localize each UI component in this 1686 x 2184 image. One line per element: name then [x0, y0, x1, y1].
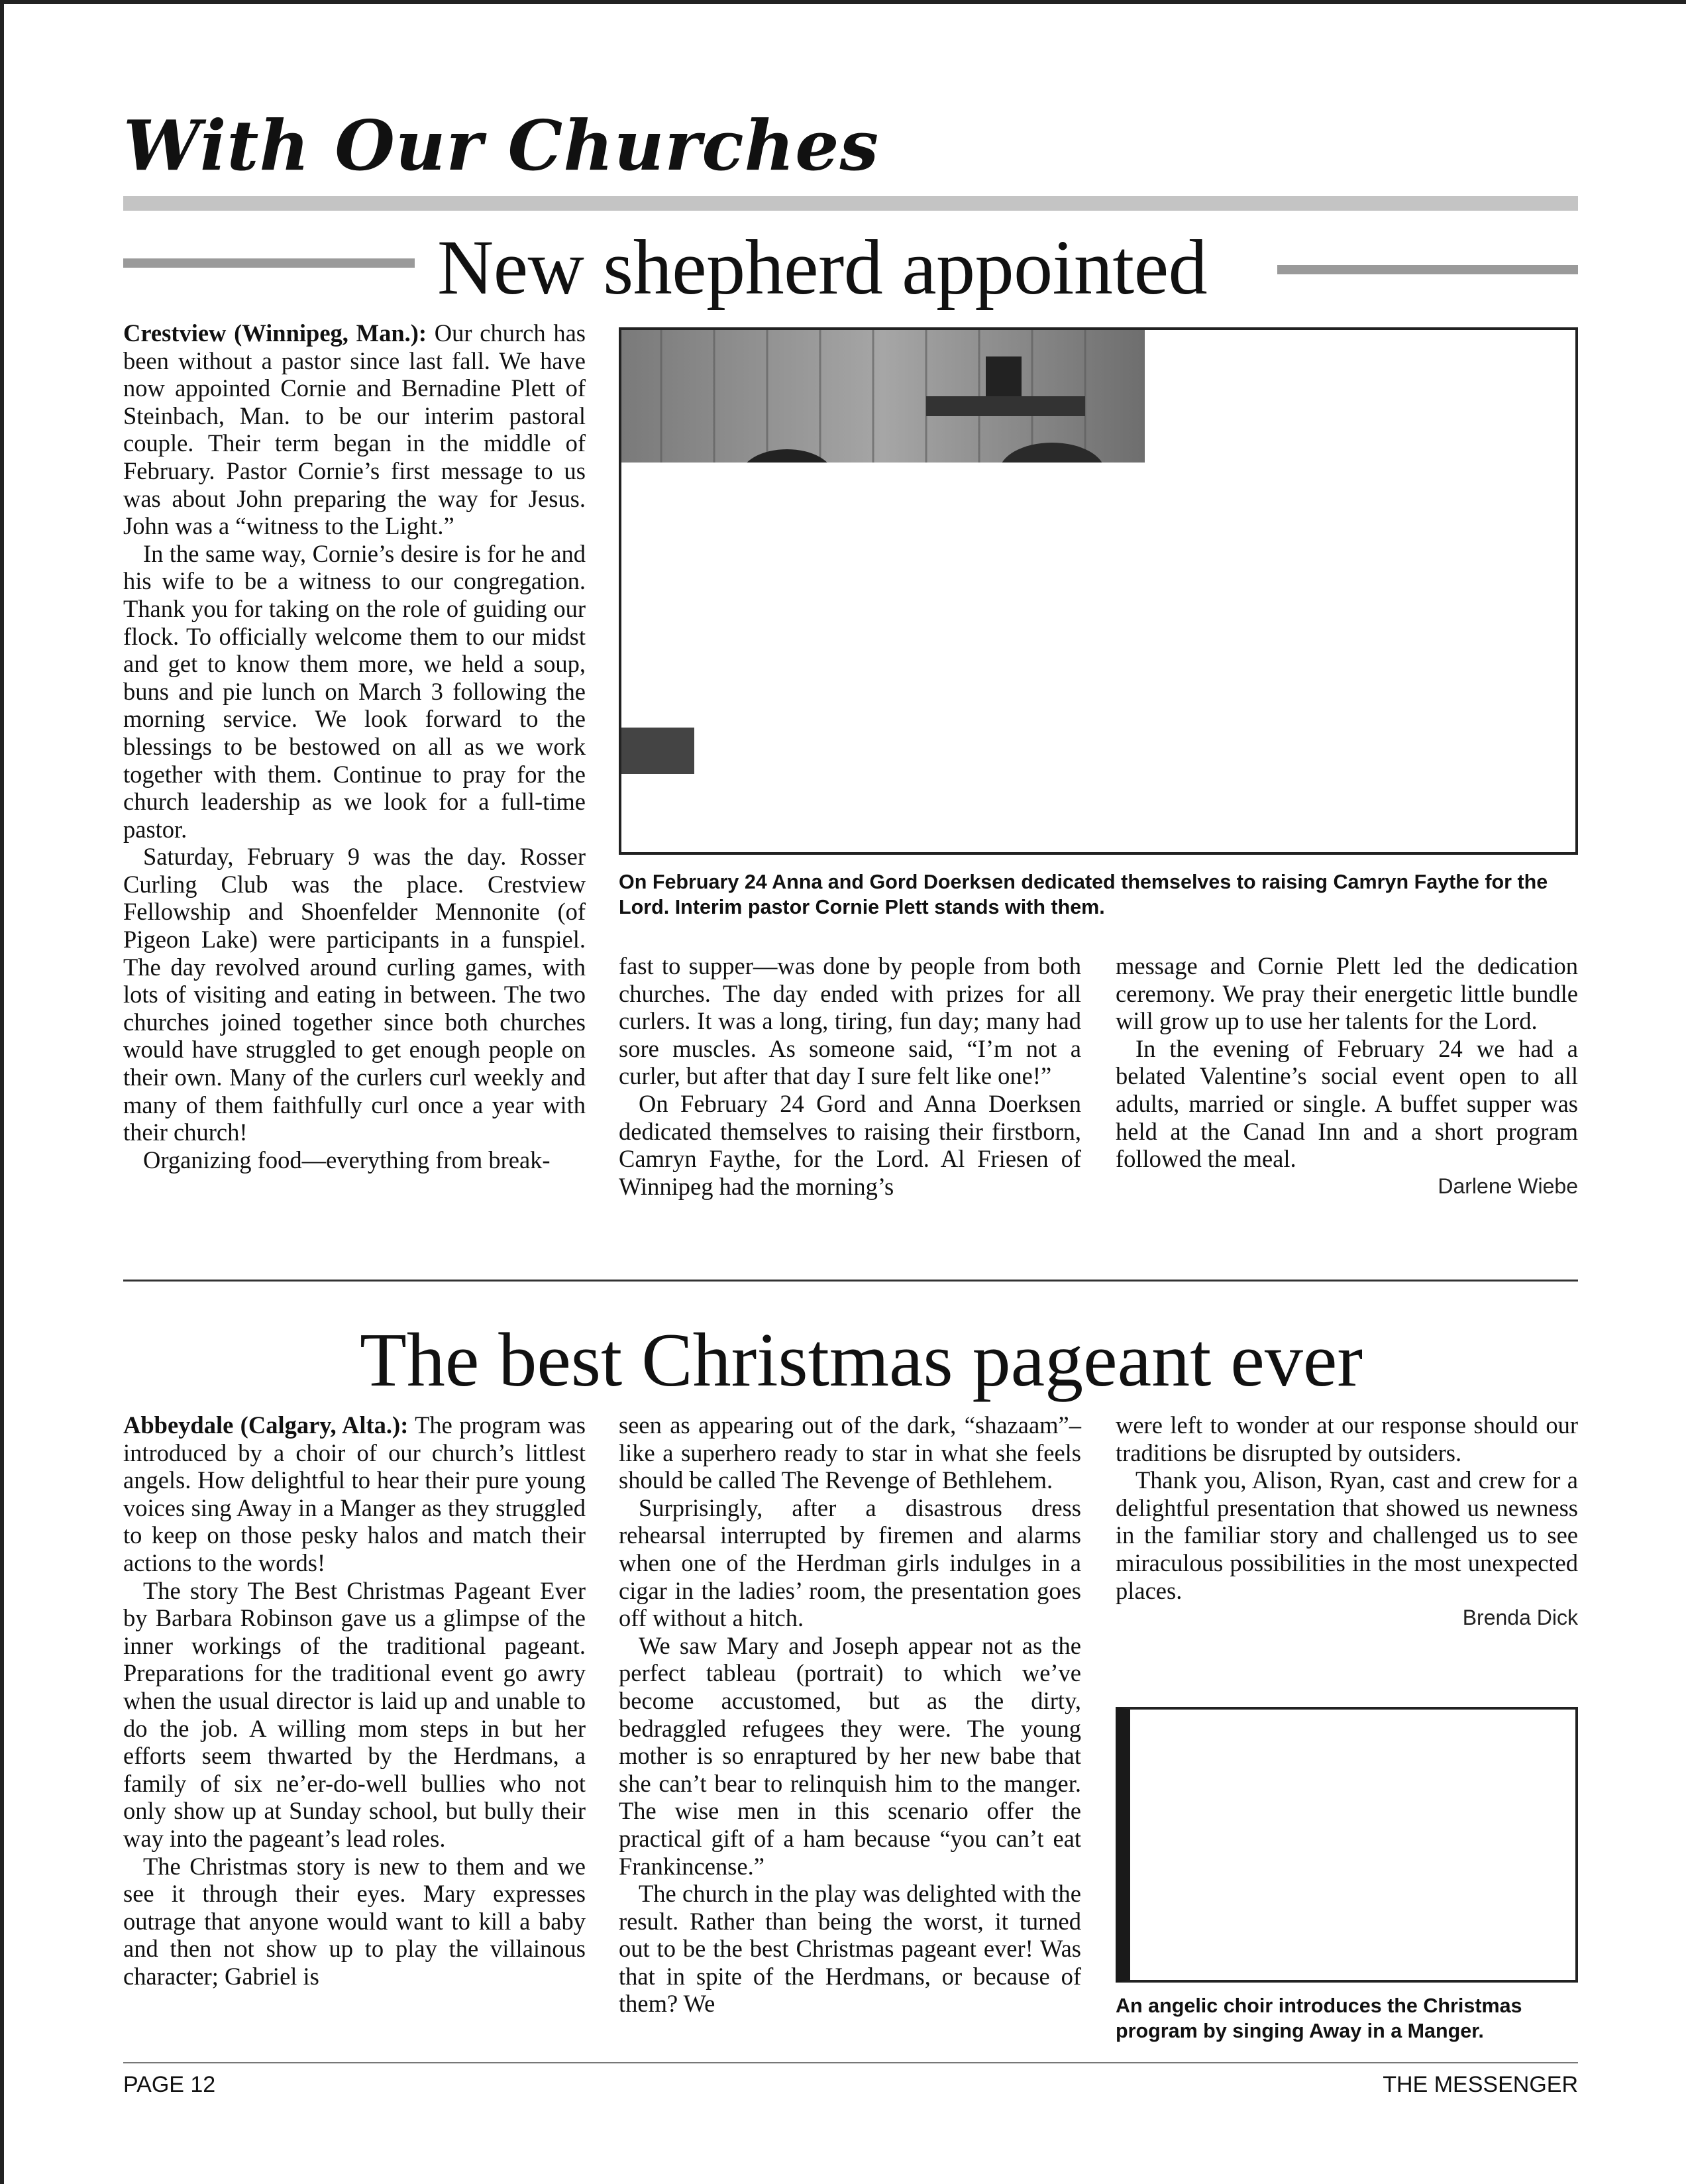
- article1-paragraph: Saturday, February 9 was the day. Rosser Curling Club was the place. Crestview Fellowship and Shoenfelder Mennonite (of Pigeon Lake) were participants in a funspiel. The day revolved around curling games, with lots of visiting and eating in between. The two churches joined together since both churches would have struggled to get enough people on their own. Many of the curlers curl weekly and many of them faithfully curl once a year with their church!: [123, 843, 586, 1146]
- article2-paragraph-split: The church in the play was delighted with the result. Rather than being the worst, it turned out to be the best Christmas pageant ever! Was that in spite of the Herdmans, or because of them? We: [619, 1880, 1081, 2018]
- article2-paragraph-split: The Christmas story is new to them and we see it through their eyes. Mary expresses outrage that anyone would want to kill a baby and then not show up to play the villainous character; Gabriel is: [123, 1852, 586, 1990]
- article2-paragraph-part-2: were left to wonder at our response should our traditions be disrupted by outsiders.: [1116, 1411, 1578, 1466]
- article1-headline: New shepherd appointed: [437, 224, 1208, 311]
- article1-photo-caption: On February 24 Anna and Gord Doerksen dedicated themselves to raising Camryn Faythe for the Lord. Interim pastor Cornie Plett stands with them.: [619, 871, 1548, 918]
- article2-photo-caption: An angelic choir introduces the Christmas program by singing Away in a Manger.: [1116, 1994, 1522, 2042]
- article1-lead: Crestview (Winnipeg, Man.):: [123, 319, 427, 347]
- article1-column-3: [1116, 952, 1578, 1200]
- article2-column-1: [123, 1411, 586, 1990]
- article2-paragraph: [123, 1411, 586, 1577]
- article1-paragraph: In the evening of February 24 we had a belated Valentine’s social event open to all adults, married or single. A buffet supper was held at the Canad Inn and a short program followed the meal.: [1116, 1034, 1578, 1173]
- headline-rule-right: [1277, 265, 1578, 274]
- article1-paragraph-text: Our church has been without a pastor since last fall. We have now appointed Cornie and Bernadine Plett of Steinbach, Man. to be our interim pastoral couple. Their term began in the middle of February. Pastor Cornie’s first message to us was about John preparing the way for Jesus. John was a “witness to the Light.”: [123, 319, 586, 540]
- article1-paragraph-split: [123, 1146, 586, 1174]
- choir-photo: [1116, 1707, 1578, 1983]
- section-title: With Our Churches: [123, 105, 879, 186]
- article2-paragraph: The story The Best Christmas Pageant Ever by Barbara Robinson gave us a glimpse of the inner workings of the traditional pageant. Preparations for the traditional event go awry when the usual director is laid up and unable to do the job. A willing mom steps in but her efforts seem thwarted by the Herdmans, a family of six ne’er-do-well bullies who not only show up at Sunday school, but bully their way into the pageant’s lead roles.: [123, 1576, 586, 1852]
- article2-signature: Brenda Dick: [1462, 1606, 1578, 1630]
- article1-column-2: [619, 952, 1081, 1200]
- article1-column-1: [123, 319, 586, 1174]
- footer-page-number: PAGE 12: [123, 2072, 216, 2097]
- dedication-photo-image: [621, 330, 1575, 852]
- article1-paragraph-split: On February 24 Gord and Anna Doerksen dedicated themselves to raising their firstborn, Camryn Faythe, for the Lord. Al Friesen of Winnipeg had the morning’s: [619, 1089, 1081, 1200]
- footer-rule: [123, 2062, 1578, 2063]
- dedication-photo: [619, 327, 1578, 855]
- article2-column-2: [619, 1411, 1081, 2018]
- section-title-bar: [123, 196, 1578, 211]
- page-border-left: [0, 0, 4, 2184]
- article2-column-3: [1116, 1411, 1578, 1632]
- article1-paragraph: [123, 319, 586, 540]
- article1-paragraph-part-2: message and Cornie Plett led the dedication ceremony. We pray their energetic little bundle will grow up to use her talents for the Lord.: [1116, 952, 1578, 1035]
- article-divider: [123, 1280, 1578, 1282]
- article1-signature: Darlene Wiebe: [1438, 1174, 1578, 1198]
- article2-lead: Abbeydale (Calgary, Alta.):: [123, 1411, 409, 1439]
- article2-paragraph-text: The program was introduced by a choir of our church’s littlest angels. How delightful to hear their pure young voices sing Away in a Manger as they struggled to keep on those pesky halos and match their actions to the words!: [123, 1411, 586, 1576]
- article1-paragraph-part-2: fast to supper—was done by people from both churches. The day ended with prizes for all curlers. It was a long, tiring, fun day; many had sore muscles. As someone said, “I’m not a curler, but after that day I sure felt like one!”: [619, 952, 1081, 1090]
- headline-rule-left: [123, 258, 415, 268]
- article2-paragraph: Thank you, Alison, Ryan, cast and crew for a delightful presentation that showed us newness in the familiar story and challenged us to see miraculous possibilities in the most unexpected places.: [1116, 1466, 1578, 1604]
- page-border-top: [0, 0, 1686, 4]
- article1-paragraph-part-1: Organizing food—everything from break-: [143, 1146, 551, 1174]
- article2-paragraph: Surprisingly, after a disastrous dress rehearsal interrupted by firemen and alarms when one of the Herdman girls indulges in a cigar in the ladies’ room, the presentation goes off without a hitch.: [619, 1494, 1081, 1632]
- article1-paragraph: In the same way, Cornie’s desire is for he and his wife to be a witness to our congregation. Thank you for taking on the role of guiding our flock. To officially welcome them to our midst and get to know them more, we held a soup, buns and pie lunch on March 3 following the morning service. We look forward to the blessings to be bestowed on all as we work together with them. Continue to pray for the church leadership as we look for a full-time pastor.: [123, 539, 586, 843]
- article2-paragraph-part-2: seen as appearing out of the dark, “shazaam”–like a superhero ready to star in what she feels should be called The Revenge of Bethlehem.: [619, 1411, 1081, 1494]
- article2-headline: The best Christmas pageant ever: [360, 1318, 1363, 1403]
- footer-publication: THE MESSENGER: [1383, 2072, 1578, 2097]
- article2-paragraph: We saw Mary and Joseph appear not as the perfect tableau (portrait) to which we’ve become accustomed, but as the dirty, bedraggled refugees they were. The young mother is so enraptured by her new babe that she can’t bear to relinquish him to the manger. The wise men in this scenario offer the practical gift of a ham because “you can’t eat Frankincense.”: [619, 1631, 1081, 1880]
